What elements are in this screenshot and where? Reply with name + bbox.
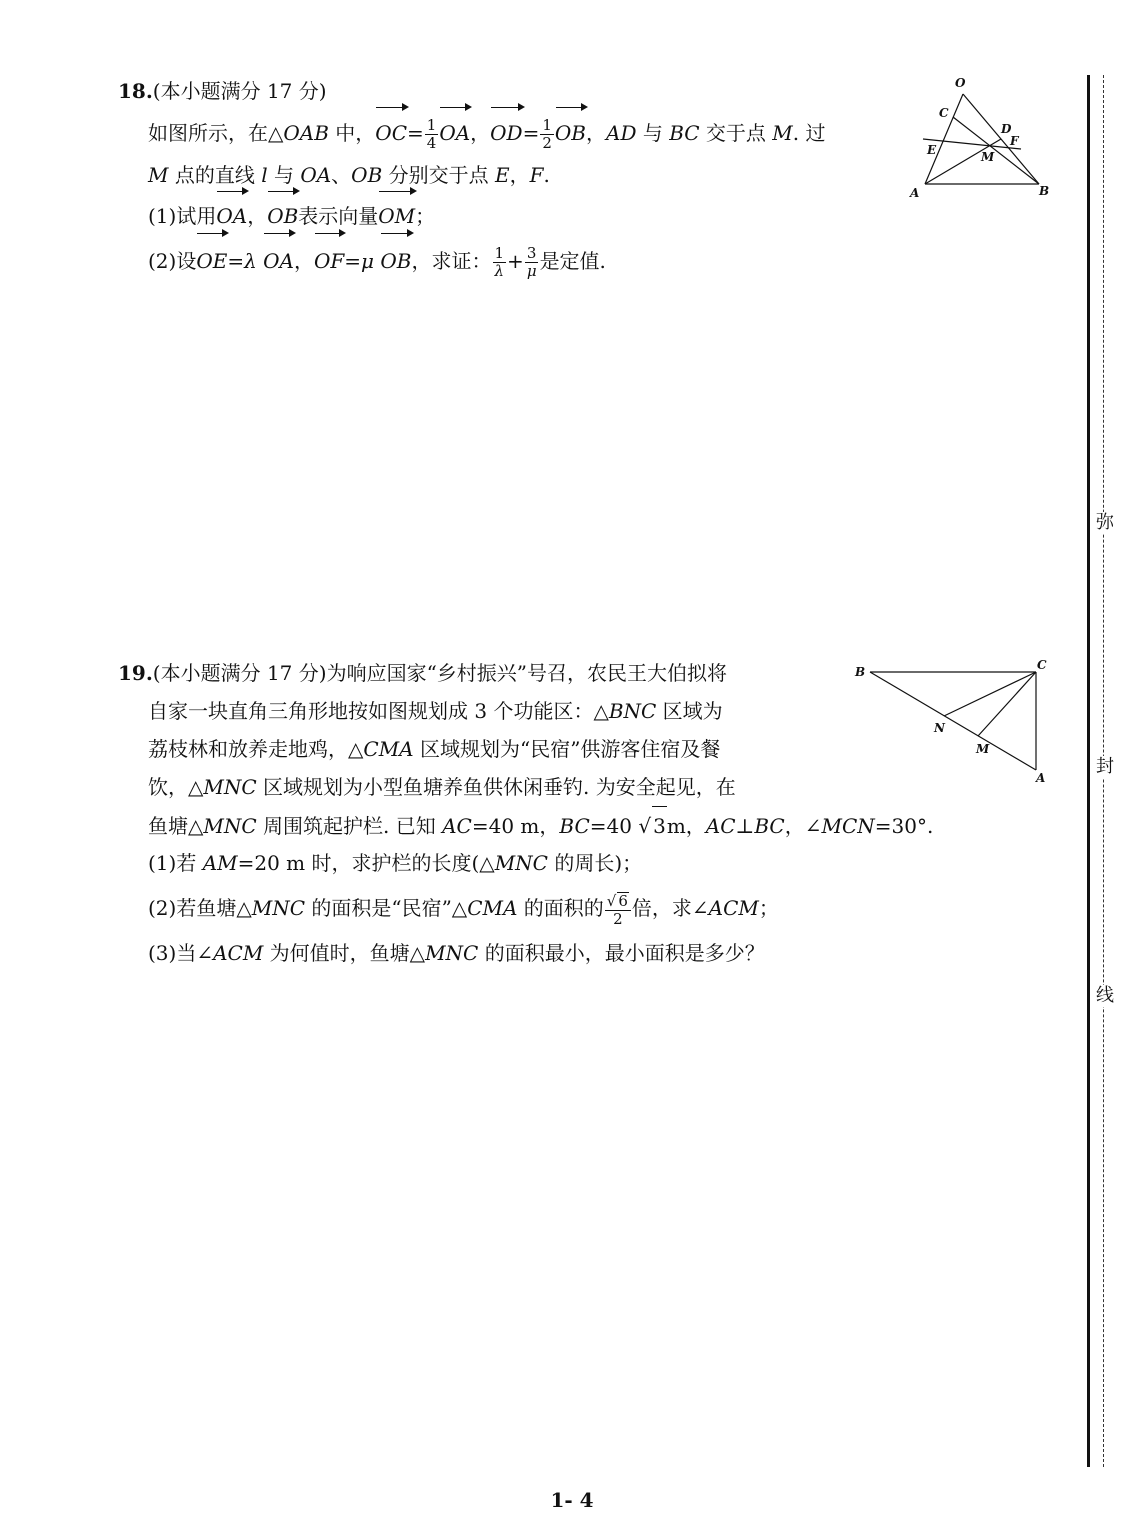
- q18-header: [118, 72, 908, 110]
- text: 区域规划为小型鱼塘养鱼供休闲垂钓. 为安全起见，在: [256, 775, 736, 799]
- text: MNC: [203, 814, 257, 838]
- text: 的面积是“民宿”△: [305, 896, 468, 920]
- text: 交于点: [699, 121, 773, 145]
- text: 中，: [328, 121, 376, 145]
- segment-ba: [870, 672, 1036, 770]
- label-e: E: [927, 143, 937, 157]
- line-l: [923, 139, 1021, 149]
- text: .: [543, 163, 550, 187]
- text: E: [494, 163, 510, 187]
- fraction-1-2: [540, 117, 554, 152]
- vector-om: OM: [378, 194, 415, 238]
- label-f: F: [1010, 134, 1019, 148]
- text: 自家一块直角三角形地按如图规划成 3 个功能区：△: [148, 699, 609, 723]
- vector-oa: OA: [439, 110, 470, 156]
- q18-part2: [118, 236, 908, 286]
- label-m: M: [976, 742, 990, 756]
- text: l: [261, 163, 268, 187]
- text: BNC: [608, 699, 657, 723]
- text: 表示向量: [298, 204, 379, 228]
- text: ，: [586, 121, 606, 145]
- text: ACM: [213, 941, 264, 965]
- den: 4: [426, 134, 437, 152]
- question-19: [118, 654, 934, 972]
- text: AD: [606, 121, 637, 145]
- text: 与: [636, 121, 670, 145]
- text: 为响应国家“乡村振兴”号召，农民王大伯拟将: [326, 661, 728, 685]
- text: =: [344, 249, 362, 273]
- text: m，: [666, 814, 706, 838]
- text: (2)若鱼塘△: [148, 896, 252, 920]
- vector-of: OF: [314, 236, 344, 286]
- text: 的面积的: [517, 896, 604, 920]
- num: 1: [426, 116, 437, 134]
- text: ，: [247, 204, 268, 228]
- label-a: A: [1036, 771, 1046, 785]
- segment-bc: [953, 117, 1039, 184]
- q18-line1: [118, 110, 908, 156]
- den: λ: [494, 262, 505, 280]
- text: CMA: [363, 737, 414, 761]
- num: 1: [542, 116, 552, 134]
- q19-part2: [118, 882, 908, 934]
- text: 饮，△: [148, 775, 204, 799]
- margin-char-1: 弥: [1096, 512, 1114, 533]
- vector-oc: OC: [375, 110, 407, 156]
- label-o: O: [955, 76, 966, 90]
- label-b: B: [855, 665, 866, 679]
- text: =40: [589, 814, 639, 838]
- text: =: [227, 249, 245, 273]
- vector-od: OD: [490, 110, 522, 156]
- text: ，: [470, 121, 491, 145]
- text: ，: [294, 249, 314, 273]
- text: MNC: [425, 941, 479, 965]
- text: =: [407, 121, 424, 145]
- text: MNC: [203, 775, 257, 799]
- margin-char-2: 封: [1096, 756, 1114, 777]
- radicand: 6: [618, 891, 628, 910]
- text: ，求证：: [411, 249, 492, 273]
- fraction-sqrt6-2: [605, 892, 631, 928]
- text: ⊥: [735, 814, 755, 838]
- num: √ 6: [605, 892, 631, 911]
- q19-line3: [118, 730, 908, 768]
- q18-part1: [118, 194, 908, 236]
- segment-cn: [944, 672, 1036, 716]
- text: AC: [442, 814, 472, 838]
- text: AM: [202, 851, 238, 875]
- text: λ: [244, 249, 257, 273]
- q18-figure: [905, 72, 1055, 202]
- num: 3: [526, 244, 537, 262]
- text: ，∠: [784, 814, 822, 838]
- text: OA: [300, 163, 332, 187]
- text: ；: [758, 896, 779, 920]
- page-number: 1- 4: [550, 1488, 594, 1512]
- radicand: 3: [652, 806, 667, 845]
- text: 的面积最小，最小面积是多少？: [478, 941, 765, 965]
- num: 1: [494, 244, 505, 262]
- text: =40 m，: [471, 814, 560, 838]
- q19-line5: [118, 806, 934, 844]
- q18-number: 18.: [118, 79, 153, 103]
- text: MCN: [821, 814, 875, 838]
- q19-part1: [118, 844, 908, 882]
- vector-oe: OE: [196, 236, 227, 286]
- label-n: N: [934, 721, 945, 735]
- text: 为何值时，鱼塘△: [263, 941, 426, 965]
- text: M: [772, 121, 793, 145]
- text: 荔枝林和放养走地鸡，△: [148, 737, 364, 761]
- text: (1)若: [148, 851, 203, 875]
- vector-oa: OA: [263, 236, 294, 286]
- text: OAB: [283, 121, 329, 145]
- q18-line2: [118, 156, 908, 194]
- text: BC: [669, 121, 700, 145]
- text: MNC: [251, 896, 305, 920]
- q19-points: (本小题满分 17 分): [152, 661, 327, 685]
- text: ，: [509, 163, 530, 187]
- text: =30°.: [874, 814, 934, 838]
- vector-ob: OB: [555, 110, 586, 156]
- label-c: C: [1037, 658, 1047, 672]
- vector-ob: OB: [380, 236, 411, 286]
- text: 是定值.: [539, 249, 606, 273]
- label-m: M: [981, 150, 995, 164]
- text: 周围筑起护栏. 已知: [256, 814, 443, 838]
- segment-cm: [978, 672, 1036, 736]
- text: 的周长)；: [547, 851, 643, 875]
- vector-ob: OB: [267, 194, 298, 238]
- text: MNC: [494, 851, 548, 875]
- q19-part3: [118, 934, 908, 972]
- text: ；: [415, 204, 436, 228]
- text: 区域规划为“民宿”供游客住宿及餐: [413, 737, 721, 761]
- q19-figure: [850, 654, 1060, 789]
- text: . 过: [792, 121, 826, 145]
- margin-char-3: 线: [1096, 985, 1114, 1006]
- sqrt-3: √ 3: [638, 814, 666, 838]
- vector-oa: OA: [216, 194, 247, 238]
- q19-line1: [118, 654, 908, 692]
- den: 2: [613, 909, 623, 928]
- label-d: D: [1001, 122, 1012, 136]
- text: F: [529, 163, 544, 187]
- text: BC: [754, 814, 785, 838]
- text: M: [148, 163, 169, 187]
- text: OB: [351, 163, 383, 187]
- label-a: A: [910, 186, 920, 200]
- text: μ: [361, 249, 375, 273]
- q19-line4: [118, 768, 908, 806]
- den: 2: [542, 134, 552, 152]
- text: 与: [267, 163, 301, 187]
- text: AC: [705, 814, 736, 838]
- text: +: [507, 249, 524, 273]
- text: 倍，求∠: [631, 896, 709, 920]
- text: =: [522, 121, 540, 145]
- text: 区域为: [656, 699, 723, 723]
- label-b: B: [1039, 184, 1050, 198]
- q18-points: (本小题满分 17 分): [152, 79, 327, 103]
- text: 点的直线: [168, 163, 262, 187]
- label-c: C: [939, 106, 949, 120]
- fraction-3-mu: [525, 245, 539, 280]
- q19-line2: [118, 692, 908, 730]
- text: =20 m 时，求护栏的长度(△: [237, 851, 495, 875]
- text: 如图所示，在△: [148, 121, 284, 145]
- text: BC: [559, 814, 590, 838]
- text: 、: [331, 163, 352, 187]
- binding-line-solid: [1087, 75, 1090, 1467]
- q19-number: 19.: [118, 661, 153, 685]
- text: 分别交于点: [382, 163, 495, 187]
- text: (2)设: [148, 249, 197, 273]
- text: (3)当∠: [148, 941, 214, 965]
- fraction-1-lambda: [493, 245, 507, 280]
- text: ACM: [708, 896, 759, 920]
- question-18: [118, 72, 908, 286]
- text: 鱼塘△: [148, 814, 204, 838]
- den: μ: [526, 262, 537, 280]
- text: (1)试用: [148, 204, 217, 228]
- text: CMA: [467, 896, 518, 920]
- fraction-1-4: [425, 117, 439, 152]
